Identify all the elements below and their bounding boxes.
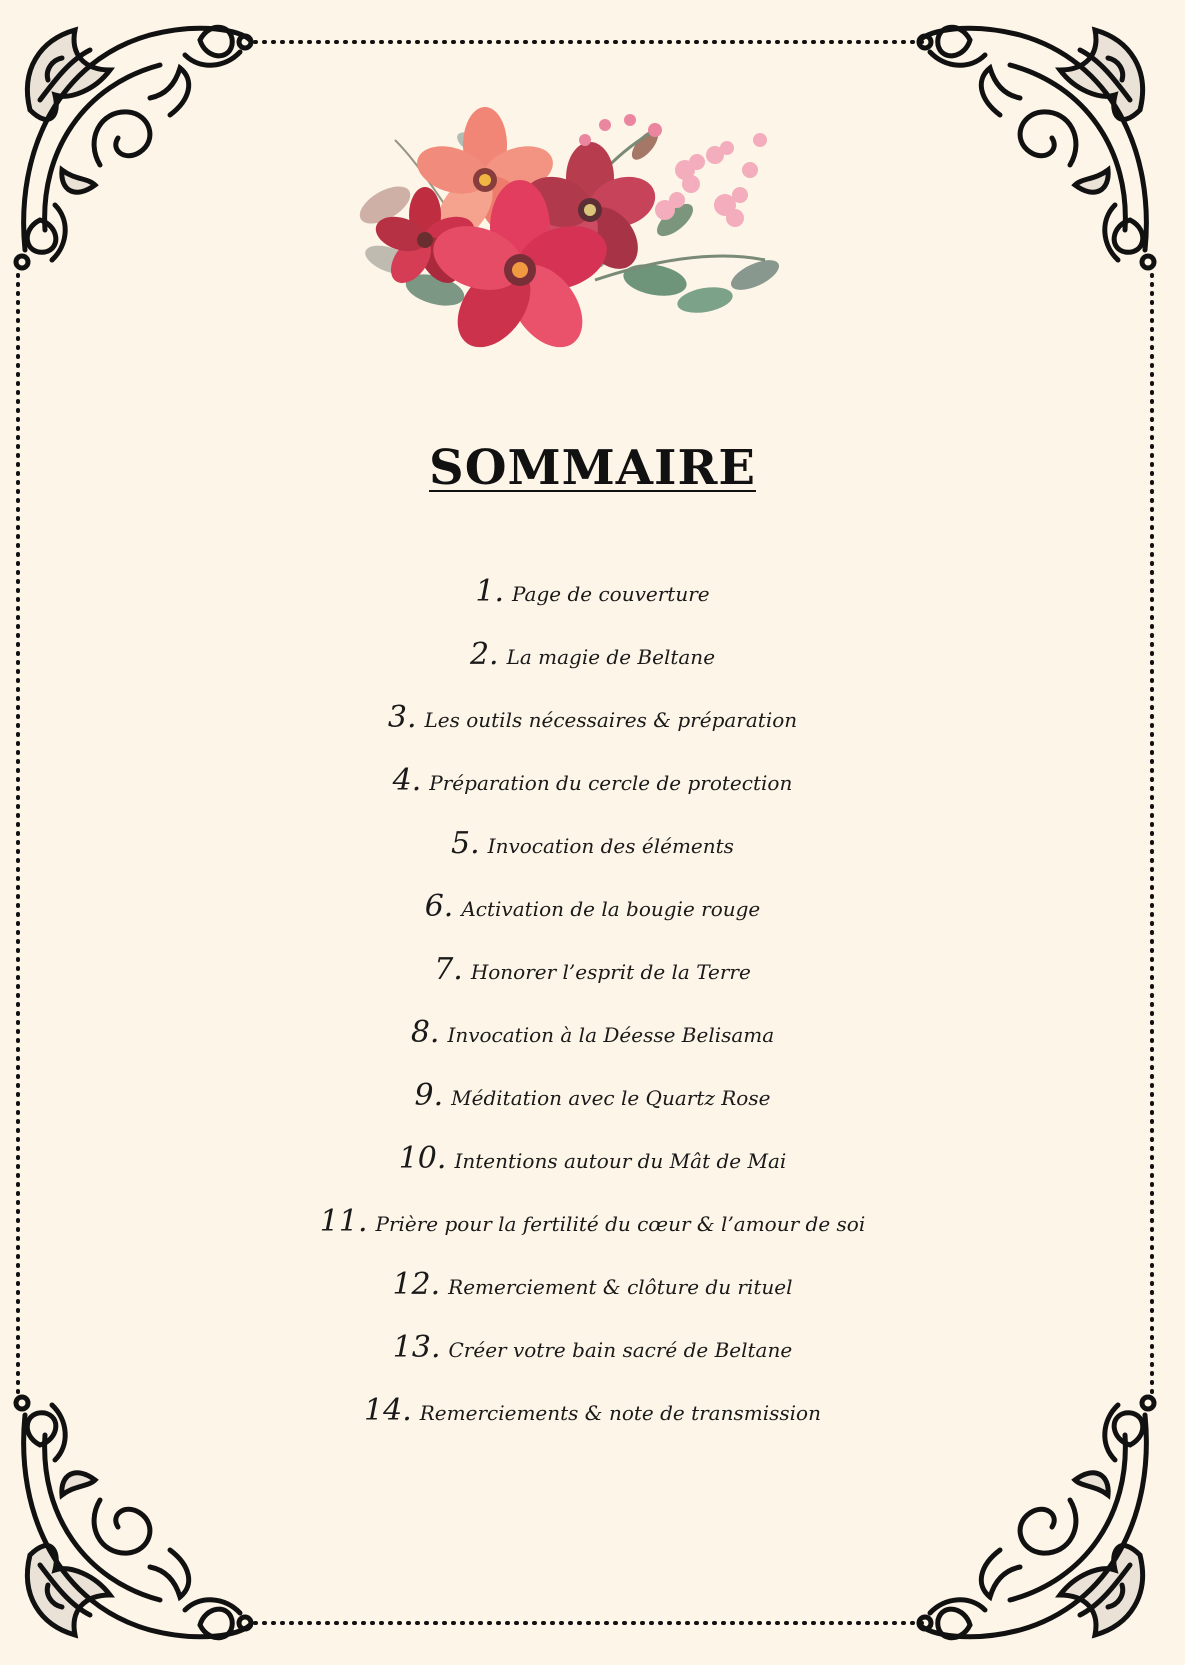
page-title: SOMMAIRE <box>429 440 756 496</box>
list-item: 8. Invocation à la Déesse Belisama <box>410 1015 775 1050</box>
list-item: 4. Préparation du cercle de protection <box>392 763 793 798</box>
list-item: 6. Activation de la bougie rouge <box>424 889 761 924</box>
list-item: 5. Invocation des éléments <box>451 826 734 861</box>
list-item: 3. Les outils nécessaires & préparation <box>387 700 798 735</box>
table-of-contents <box>0 560 1185 1442</box>
ornate-corner-icon <box>16 27 251 268</box>
list-item: 1. Page de couverture <box>475 574 710 609</box>
list-item: 13. Créer votre bain sacré de Beltane <box>392 1330 793 1365</box>
list-item: 10. Intentions autour du Mât de Mai <box>398 1141 787 1176</box>
list-item: 12. Remerciement & clôture du rituel <box>392 1267 793 1302</box>
list-item: 11. Prière pour la fertilité du cœur & l’amour de soi <box>319 1204 866 1239</box>
list-item: 9. Méditation avec le Quartz Rose <box>414 1078 771 1113</box>
list-item: 7. Honorer l’esprit de la Terre <box>434 952 751 987</box>
list-item: 14. Remerciements & note de transmission <box>364 1393 821 1428</box>
ornate-corner-icon <box>919 27 1154 268</box>
list-item: 2. La magie de Beltane <box>469 637 716 672</box>
watercolor-flower-bouquet-icon <box>355 100 815 380</box>
